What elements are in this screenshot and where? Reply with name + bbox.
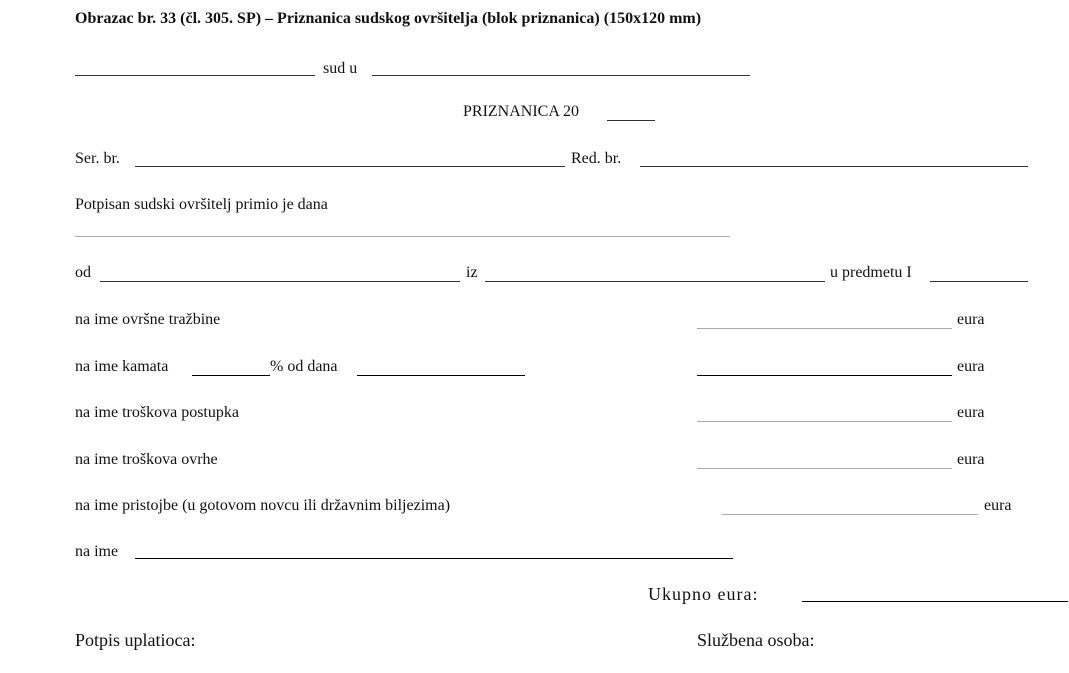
amount-field[interactable] — [697, 421, 952, 422]
from-field[interactable] — [100, 281, 460, 282]
item-label: na ime troškova postupka — [75, 404, 239, 421]
receipt-heading: PRIZNANICA 20 — [463, 103, 580, 120]
form-title: Obrazac br. 33 (čl. 305. SP) – Priznanica sudskog ovršitelja (blok priznanica) (150x120 mm) — [75, 10, 702, 27]
date-field[interactable] — [75, 236, 730, 237]
from-label: od — [75, 264, 91, 281]
other-label: na ime — [75, 543, 119, 560]
court-name-field[interactable] — [75, 75, 315, 76]
item-label: na ime pristojbe (u gotovom novcu ili državnim biljezima) — [75, 497, 451, 514]
item-label: na ime ovršne tražbine — [75, 311, 221, 328]
amount-field[interactable] — [697, 328, 952, 329]
currency-label: eura — [957, 404, 985, 421]
serial-field[interactable] — [135, 166, 565, 167]
item-label: na ime kamata — [75, 358, 169, 375]
order-field[interactable] — [640, 166, 1028, 167]
currency-label: eura — [957, 311, 985, 328]
currency-label: eura — [984, 497, 1012, 514]
case-field[interactable] — [930, 281, 1028, 282]
order-label: Red. br. — [571, 150, 622, 167]
case-label: u predmetu I — [830, 264, 912, 281]
item-label: na ime troškova ovrhe — [75, 451, 218, 468]
place-label: iz — [466, 264, 478, 281]
court-label: sud u — [323, 60, 358, 77]
court-location-field[interactable] — [372, 75, 750, 76]
other-field[interactable] — [135, 558, 733, 559]
interest-date-field[interactable] — [357, 375, 525, 376]
total-label: Ukupno eura: — [648, 584, 759, 604]
amount-field[interactable] — [697, 468, 952, 469]
currency-label: eura — [957, 358, 985, 375]
payer-signature-label: Potpis uplatioca: — [75, 630, 196, 650]
year-field[interactable] — [607, 120, 655, 121]
place-field[interactable] — [485, 281, 825, 282]
amount-field[interactable] — [722, 514, 978, 515]
amount-field[interactable] — [697, 375, 952, 376]
official-signature-label: Službena osoba: — [697, 630, 815, 650]
currency-label: eura — [957, 451, 985, 468]
total-field[interactable] — [802, 601, 1068, 602]
received-text: Potpisan sudski ovršitelj primio je dana — [75, 196, 328, 213]
serial-label: Ser. br. — [75, 150, 120, 167]
interest-date-label: % od dana — [270, 358, 338, 375]
interest-rate-field[interactable] — [192, 375, 270, 376]
